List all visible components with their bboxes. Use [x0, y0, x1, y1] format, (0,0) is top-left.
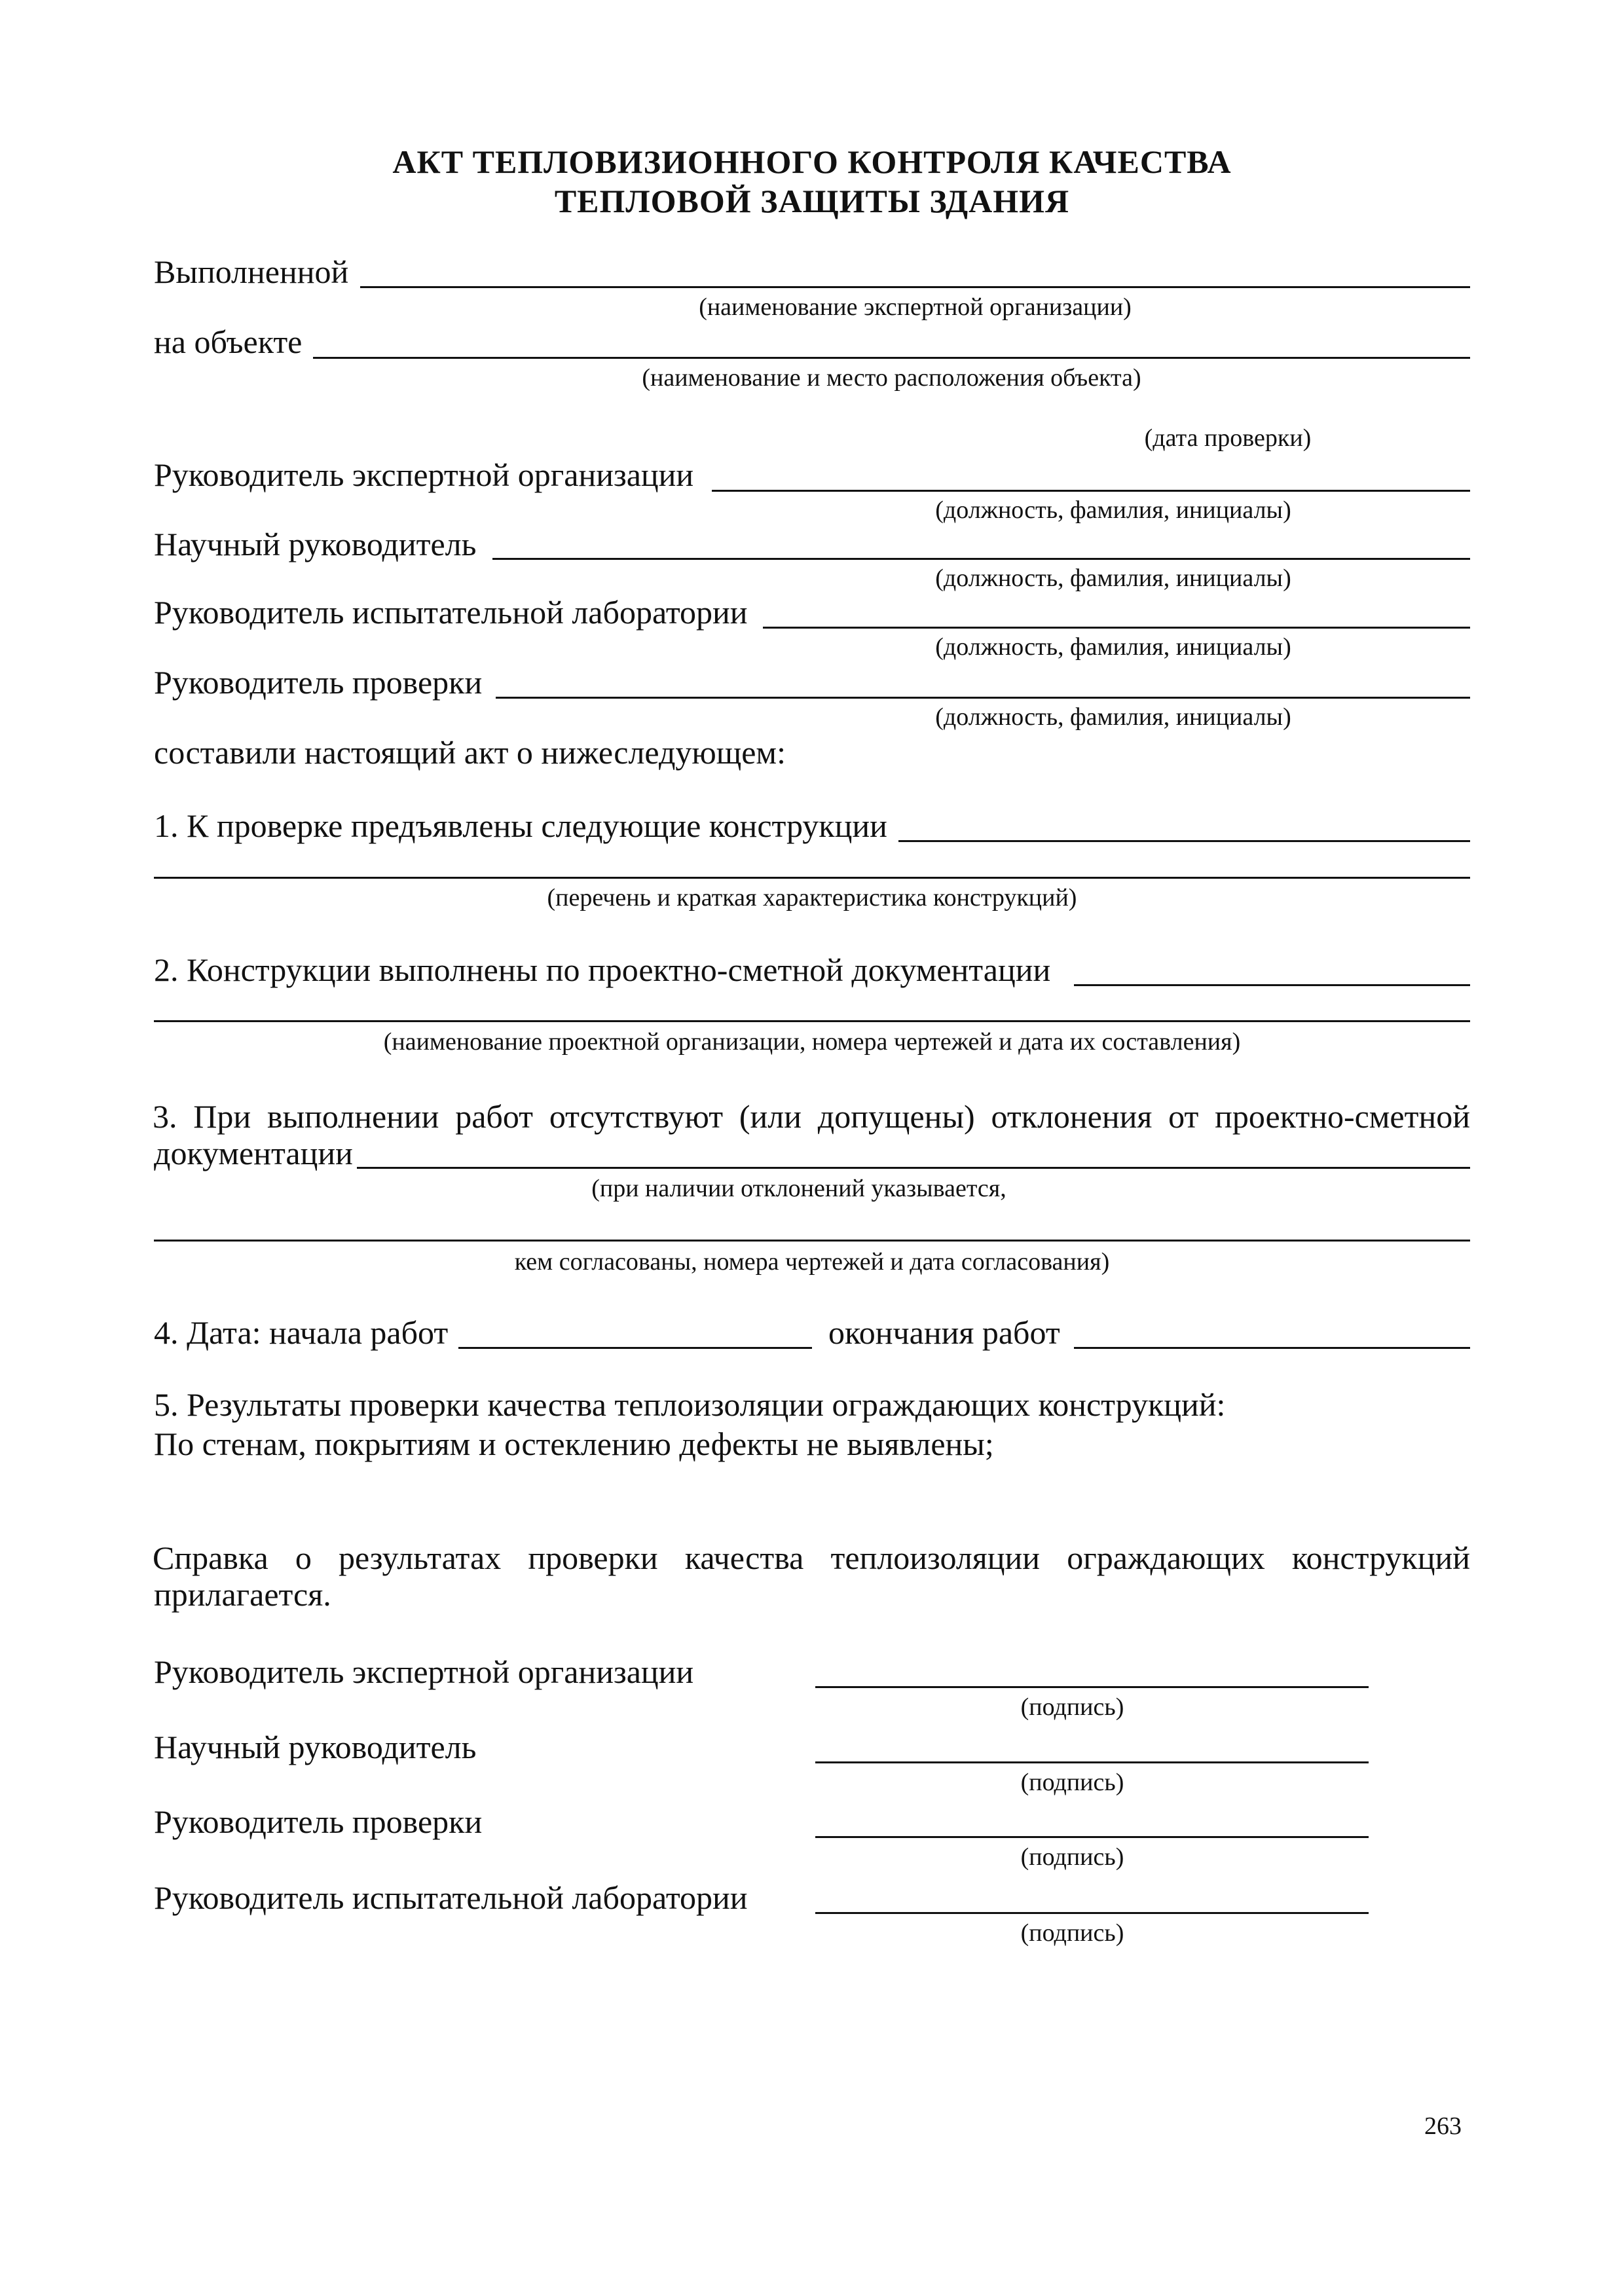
- item3-caption2: кем согласованы, номера чертежей и дата согласования): [514, 1248, 1110, 1276]
- item3-line1: 3. При выполнении работ отсутствуют (или допущены) отклонения от проектно-сметной: [153, 1098, 1470, 1135]
- signature-label-lab-head: Руководитель испытательной лаборатории: [154, 1879, 748, 1916]
- signature-caption-lab-head: (подпись): [1020, 1919, 1124, 1947]
- item4-end-label: окончания работ: [828, 1314, 1060, 1351]
- composed-text: составили настоящий акт о нижеследующем:: [154, 734, 786, 771]
- item2-label: 2. Конструкции выполнены по проектно-сметной документации: [154, 951, 1051, 988]
- sci-head-field[interactable]: [492, 558, 1470, 560]
- sci-head-caption: (должность, фамилия, инициалы): [935, 564, 1291, 592]
- document-title-line2: ТЕПЛОВОЙ ЗАЩИТЫ ЗДАНИЯ: [554, 183, 1070, 219]
- item1-label: 1. К проверке предъявлены следующие конструкции: [154, 807, 887, 844]
- lab-head-field[interactable]: [763, 627, 1470, 629]
- lab-head-label: Руководитель испытательной лаборатории: [154, 594, 748, 631]
- item3-field-line2[interactable]: [154, 1240, 1470, 1242]
- sci-head-label: Научный руководитель: [154, 526, 477, 562]
- performed-label: Выполненной: [154, 253, 349, 290]
- item1-field-line2[interactable]: [154, 877, 1470, 879]
- reference-line1: Справка о результатах проверки качества теплоизоляции ограждающих конструкций: [153, 1539, 1470, 1576]
- reference-line2: прилагается.: [154, 1576, 331, 1613]
- document-title-line1: АКТ ТЕПЛОВИЗИОННОГО КОНТРОЛЯ КАЧЕСТВА: [392, 143, 1232, 180]
- head-expert-label: Руководитель экспертной организации: [154, 456, 694, 493]
- signature-field-lab-head[interactable]: [815, 1912, 1369, 1914]
- head-expert-field[interactable]: [712, 490, 1470, 492]
- object-label: на объекте: [154, 323, 303, 360]
- performed-field[interactable]: [360, 286, 1470, 288]
- item5-line1: 5. Результаты проверки качества теплоизоляции ограждающих конструкций:: [154, 1386, 1226, 1423]
- item3-line2-label: документации: [154, 1135, 353, 1171]
- date-caption: (дата проверки): [1144, 424, 1312, 452]
- page-number: 263: [1424, 2112, 1462, 2140]
- object-caption: (наименование и место расположения объекта): [642, 364, 1141, 392]
- inspection-head-label: Руководитель проверки: [154, 664, 483, 701]
- signature-caption-expert-head: (подпись): [1020, 1693, 1124, 1721]
- item1-field[interactable]: [898, 840, 1470, 842]
- inspection-head-caption: (должность, фамилия, инициалы): [935, 703, 1291, 731]
- item1-caption: (перечень и краткая характеристика конструкций): [547, 884, 1077, 911]
- signature-field-inspection-head[interactable]: [815, 1836, 1369, 1838]
- item3-caption1: (при наличии отклонений указывается,: [591, 1175, 1006, 1202]
- item5-line2: По стенам, покрытиям и остеклению дефекты не выявлены;: [154, 1426, 994, 1462]
- object-field[interactable]: [313, 357, 1470, 359]
- signature-label-inspection-head: Руководитель проверки: [154, 1803, 483, 1840]
- signature-label-expert-head: Руководитель экспертной организации: [154, 1653, 694, 1690]
- item4-end-field[interactable]: [1074, 1347, 1470, 1349]
- item4-start-label: 4. Дата: начала работ: [154, 1314, 449, 1351]
- signature-caption-sci-head: (подпись): [1020, 1769, 1124, 1796]
- signature-field-sci-head[interactable]: [815, 1761, 1369, 1763]
- signature-label-sci-head: Научный руководитель: [154, 1729, 477, 1765]
- item2-field-line2[interactable]: [154, 1020, 1470, 1022]
- performed-caption: (наименование экспертной организации): [699, 293, 1132, 321]
- item4-start-field[interactable]: [458, 1347, 812, 1349]
- signature-caption-inspection-head: (подпись): [1020, 1843, 1124, 1871]
- item3-field[interactable]: [357, 1167, 1470, 1169]
- inspection-head-field[interactable]: [496, 697, 1470, 699]
- head-expert-caption: (должность, фамилия, инициалы): [935, 496, 1291, 524]
- signature-field-expert-head[interactable]: [815, 1686, 1369, 1688]
- item2-field[interactable]: [1074, 984, 1470, 986]
- lab-head-caption: (должность, фамилия, инициалы): [935, 633, 1291, 661]
- item2-caption: (наименование проектной организации, номера чертежей и дата их составления): [383, 1028, 1241, 1056]
